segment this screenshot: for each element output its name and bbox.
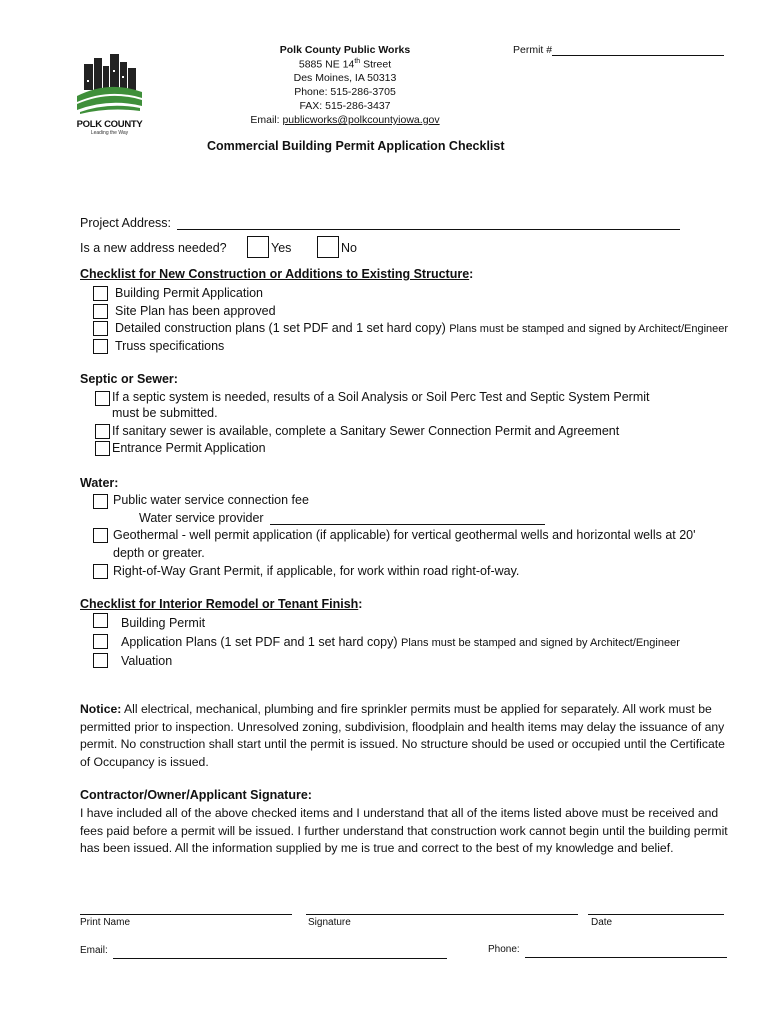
signature-statement: I have included all of the above checked items and I understand that all of the items listed above must be received and fees paid before a permit will be issued. I further understand that construction work cannot begin until the building permit has been issued. All the information supplied by me is true and correct to the best of my knowledge and belief.	[80, 806, 728, 855]
geothermal-label-line1: Geothermal - well permit application (if applicable) for vertical geothermal wells and horizontal wells at 20'	[113, 528, 696, 542]
interior-building-permit-label: Building Permit	[121, 616, 206, 630]
page-title: Commercial Building Permit Application Checklist	[207, 139, 505, 153]
application-plans-note: Plans must be stamped and signed by Architect/Engineer	[401, 637, 680, 649]
truss-specs-label: Truss specifications	[115, 339, 225, 353]
geothermal-label-line2: depth or greater.	[113, 546, 205, 560]
applicant-phone-field[interactable]	[525, 957, 727, 958]
construction-plans-checkbox[interactable]	[93, 321, 108, 336]
fax-number: FAX: 515-286-3437	[299, 100, 391, 112]
construction-plans-note: Plans must be stamped and signed by Architect/Engineer	[449, 323, 729, 335]
project-address-label: Project Address:	[80, 216, 172, 230]
logo-name: POLK COUNTY	[76, 119, 143, 130]
interior-building-permit-checkbox[interactable]	[93, 613, 108, 628]
interior-heading: Checklist for Interior Remodel or Tenant Finish:	[80, 597, 363, 611]
permit-number-field[interactable]	[552, 55, 724, 56]
yes-label: Yes	[271, 241, 292, 255]
septic-system-label-line2: must be submitted.	[112, 406, 218, 420]
truss-specs-checkbox[interactable]	[93, 339, 108, 354]
entrance-permit-label: Entrance Permit Application	[112, 441, 266, 455]
permit-label: Permit #	[513, 44, 553, 56]
water-connection-checkbox[interactable]	[93, 494, 108, 509]
valuation-checkbox[interactable]	[93, 653, 108, 668]
new-construction-heading: Checklist for New Construction or Additions to Existing Structure:	[80, 267, 474, 281]
city-address: Des Moines, IA 50313	[293, 72, 397, 84]
email-label: Email:	[250, 114, 280, 126]
new-address-label: Is a new address needed?	[80, 241, 227, 255]
street-pre: 5885 NE 14	[298, 58, 355, 71]
street-post: Street	[360, 58, 392, 71]
site-plan-label: Site Plan has been approved	[115, 304, 276, 318]
right-of-way-label: Right-of-Way Grant Permit, if applicable, for work within road right-of-way.	[113, 564, 520, 578]
right-of-way-checkbox[interactable]	[93, 564, 108, 579]
new-construction-heading-text: Checklist for New Construction or Additions to Existing Structure	[80, 267, 470, 281]
application-plans-text: Application Plans (1 set PDF and 1 set hard copy)	[121, 635, 398, 649]
applicant-email-label: Email:	[80, 945, 108, 956]
sanitary-sewer-label: If sanitary sewer is available, complete a Sanitary Sewer Connection Permit and Agreement	[112, 424, 620, 438]
signature-heading: Contractor/Owner/Applicant Signature:	[80, 788, 312, 802]
signature-label: Signature	[308, 917, 351, 928]
building-permit-application-checkbox[interactable]	[93, 286, 108, 301]
polk-county-logo	[72, 52, 147, 136]
valuation-label: Valuation	[121, 654, 173, 668]
construction-plans-label	[115, 321, 728, 335]
phone-number: Phone: 515-286-3705	[294, 86, 396, 98]
project-address-field[interactable]	[177, 229, 680, 230]
application-plans-checkbox[interactable]	[93, 634, 108, 649]
print-name-field[interactable]	[80, 914, 292, 915]
signature-field[interactable]	[306, 914, 578, 915]
org-name: Polk County Public Works	[279, 44, 411, 56]
site-plan-checkbox[interactable]	[93, 304, 108, 319]
date-field[interactable]	[588, 914, 724, 915]
water-connection-label: Public water service connection fee	[113, 493, 309, 507]
logo-tagline: Leading the Way	[90, 130, 129, 136]
email-link[interactable]: publicworks@polkcountyiowa.gov	[282, 114, 440, 126]
street-address	[235, 58, 455, 71]
geothermal-checkbox[interactable]	[93, 528, 108, 543]
email-line	[215, 114, 475, 126]
septic-heading: Septic or Sewer:	[80, 372, 178, 386]
applicant-phone-label: Phone:	[488, 944, 520, 955]
construction-plans-text: Detailed construction plans (1 set PDF and 1 set hard copy)	[115, 321, 446, 335]
print-name-label: Print Name	[80, 917, 131, 928]
application-plans-label	[121, 635, 680, 649]
date-label: Date	[591, 917, 613, 928]
notice-paragraph	[80, 701, 730, 771]
septic-system-checkbox[interactable]	[95, 391, 110, 406]
street-sup: th	[354, 58, 361, 65]
water-provider-label: Water service provider	[139, 511, 264, 525]
water-provider-field[interactable]	[270, 524, 545, 525]
water-heading: Water:	[80, 476, 119, 490]
notice-label: Notice:	[80, 702, 122, 716]
applicant-email-field[interactable]	[113, 958, 447, 959]
logo-skyline-icon	[72, 52, 147, 114]
no-label: No	[341, 241, 357, 255]
septic-system-label-line1: If a septic system is needed, results of a Soil Analysis or Soil Perc Test and Septic System Permit	[112, 390, 650, 404]
sanitary-sewer-checkbox[interactable]	[95, 424, 110, 439]
no-checkbox[interactable]	[317, 236, 339, 258]
notice-text: All electrical, mechanical, plumbing and fire sprinkler permits must be applied for separately. All work must be permitted prior to inspection. Unresolved zoning, subdivision, floodplain and health items may delay the issuance of any permit. No construction shall start until the permit is issued. No structure should be used or occupied until the Certificate of Occupancy is issued.	[80, 702, 725, 769]
entrance-permit-checkbox[interactable]	[95, 441, 110, 456]
interior-heading-text: Checklist for Interior Remodel or Tenant Finish	[80, 597, 359, 611]
yes-checkbox[interactable]	[247, 236, 269, 258]
building-permit-application-label: Building Permit Application	[115, 286, 263, 300]
